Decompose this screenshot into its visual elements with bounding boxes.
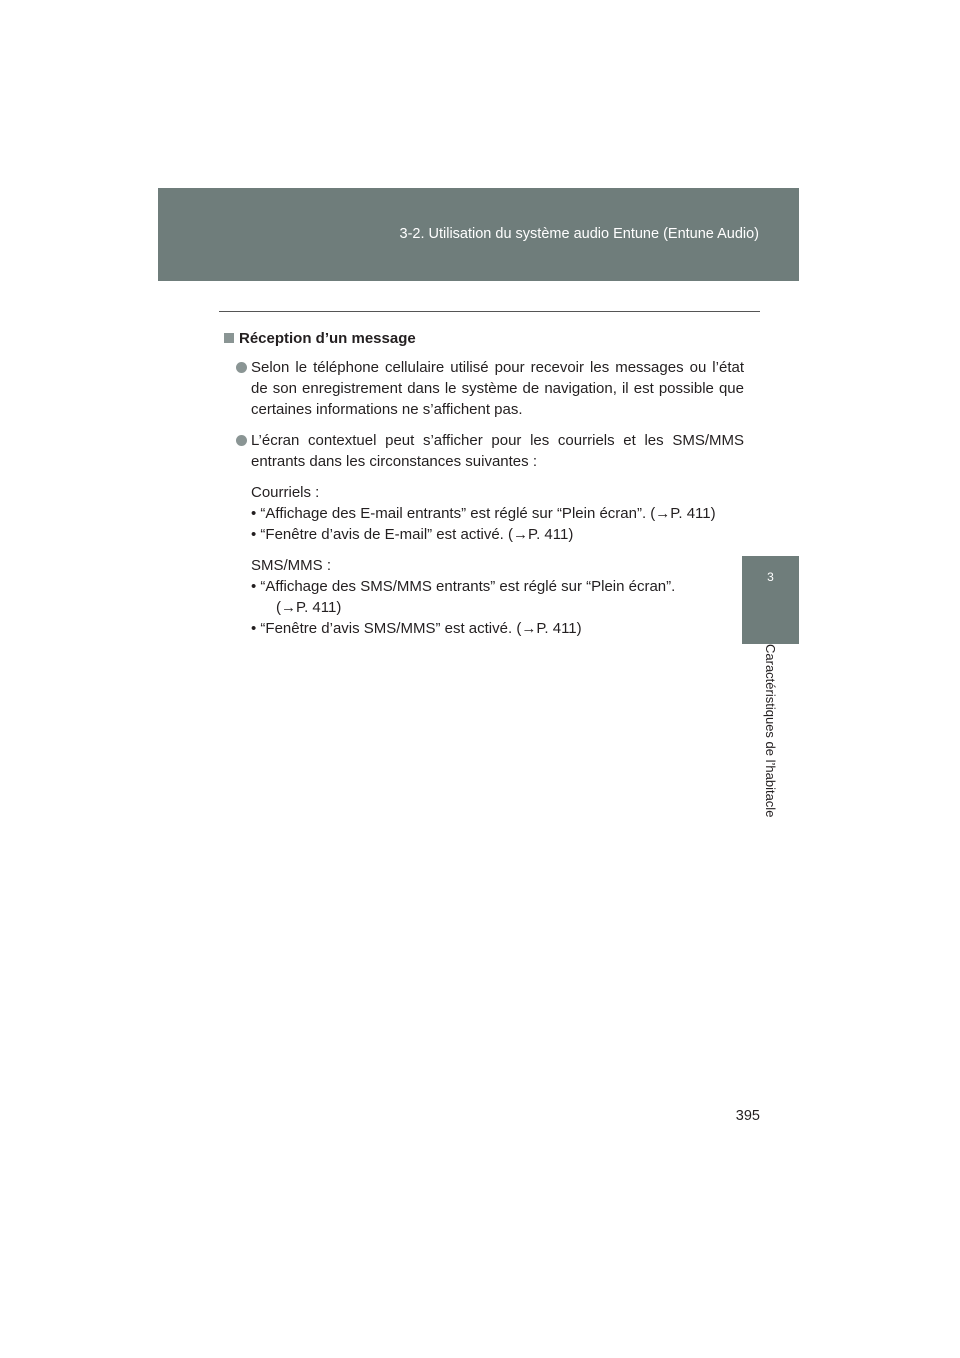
courriels-line: • “Fenêtre d’avis de E-mail” est activé. (→P. 411) [251,526,574,543]
sms-line: • “Fenêtre d’avis SMS/MMS” est activé. (→P. 411) [251,620,582,637]
page-number: 395 [735,1108,760,1124]
section-breadcrumb: 3-2. Utilisation du système audio Entune (Entune Audio) [399,226,759,242]
circle-bullet-icon [236,435,247,446]
sms-line-continuation: (→P. 411) [276,599,342,616]
chapter-title-tab [742,644,799,844]
section-heading [224,328,744,349]
page-content [224,328,744,649]
section-divider [219,311,760,312]
square-bullet-icon [224,333,234,343]
chapter-title: Caractéristiques de l’habitacle [763,644,778,818]
header-band [158,188,799,281]
list-item [224,430,744,472]
sms-block [224,555,744,639]
sms-line: • “Affichage des SMS/MMS entrants” est réglé sur “Plein écran”. [251,578,676,595]
courriels-line: • “Affichage des E-mail entrants” est réglé sur “Plein écran”. (→P. 411) [251,505,716,522]
list-item [224,357,744,420]
courriels-block [224,482,744,545]
list-item-text: Selon le téléphone cellulaire utilisé pour recevoir les messages ou l’état de son enregistrement dans le système de navigation, il est possible que certaines informations ne s’affichent pas. [251,359,744,418]
chapter-tab [742,556,799,644]
list-item-text: L’écran contextuel peut s’afficher pour les courriels et les SMS/MMS entrants dans les circonstances suivantes : [251,432,744,470]
circle-bullet-icon [236,362,247,373]
courriels-title: Courriels : [251,484,320,501]
chapter-number: 3 [767,570,774,584]
section-heading-text: Réception d’un message [239,330,416,347]
sms-title: SMS/MMS : [251,557,332,574]
